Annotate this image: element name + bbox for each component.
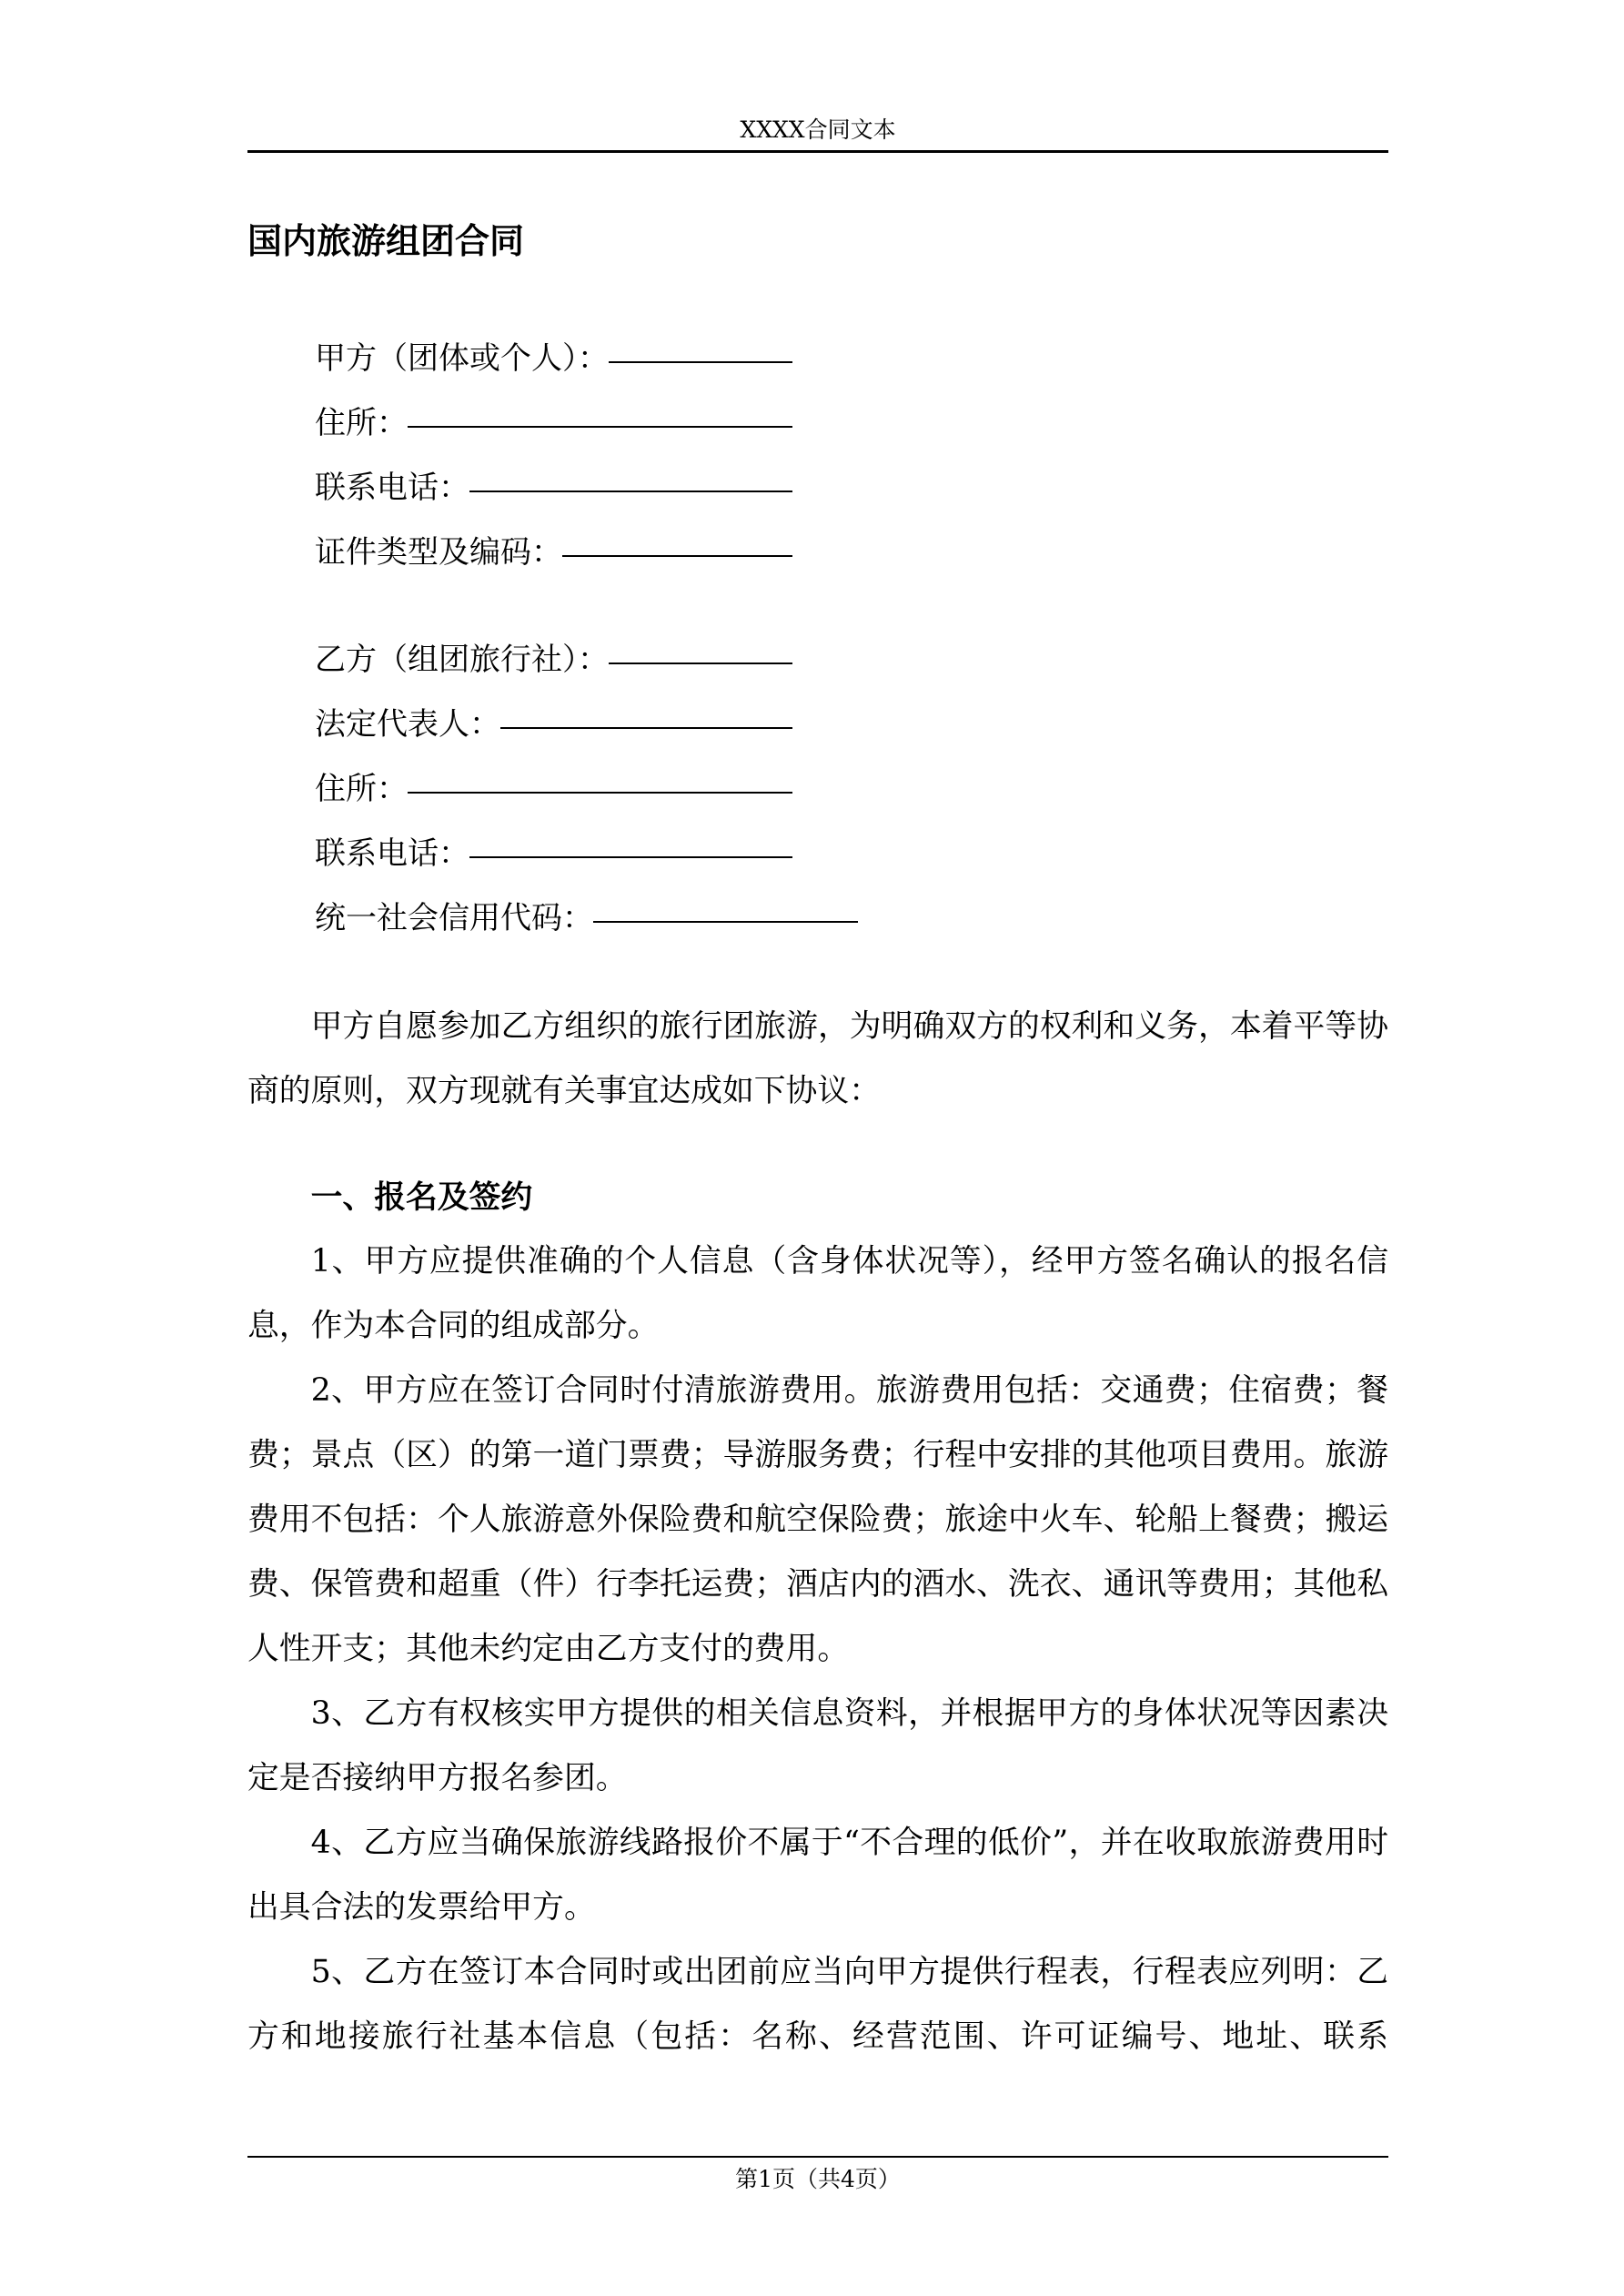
intro-paragraph xyxy=(247,995,1388,1124)
field-phone[interactable] xyxy=(315,822,792,886)
clause: 3、乙方有权核实甲方提供的相关信息资料，并根据甲方的身体状况等因素决定是否接纳甲方报名参团。 xyxy=(247,1695,1388,1796)
page-header: XXXX合同文本 xyxy=(740,116,896,143)
field-address[interactable] xyxy=(315,391,792,456)
field-id-type-number[interactable] xyxy=(315,521,792,585)
field-label: 证件类型及编码： xyxy=(315,534,562,571)
field-address[interactable] xyxy=(315,757,792,822)
party-a-fields xyxy=(315,327,792,585)
clause: 4、乙方应当确保旅游线路报价不属于“不合理的低价”，并在收取旅游费用时出具合法的发票给甲方。 xyxy=(247,1825,1388,1926)
field-label: 联系电话： xyxy=(315,470,469,506)
footer-divider xyxy=(247,2156,1388,2158)
section-1 xyxy=(247,1165,1388,2069)
blank-line[interactable] xyxy=(469,491,792,492)
blank-line[interactable] xyxy=(609,663,792,664)
field-party-b[interactable] xyxy=(315,628,792,693)
clause: 2、甲方应在签订合同时付清旅游费用。旅游费用包括：交通费；住宿费；餐费；景点（区）的第一道门票费；导游服务费；行程中安排的其他项目费用。旅游费用不包括：个人旅游意外保险费和航空保险费；旅途中火车、轮船上餐费；搬运费、保管费和超重（件）行李托运费；酒店内的酒水、洗衣、通讯等费用；其他私人性开支；其他未约定由乙方支付的费用。 xyxy=(247,1372,1388,1667)
field-label: 住所： xyxy=(315,771,408,807)
field-label: 住所： xyxy=(315,405,408,441)
field-label: 乙方（组团旅行社）： xyxy=(315,642,609,678)
header-divider xyxy=(247,150,1388,153)
field-label: 甲方（团体或个人）： xyxy=(315,340,609,377)
section-heading: 一、报名及签约 xyxy=(310,1178,533,1216)
field-label: 法定代表人： xyxy=(315,706,500,743)
field-credit-code[interactable] xyxy=(315,886,858,951)
blank-line[interactable] xyxy=(469,856,792,858)
blank-line[interactable] xyxy=(593,921,858,923)
clause: 1、甲方应提供准确的个人信息（含身体状况等），经甲方签名确认的报名信息，作为本合同的组成部分。 xyxy=(247,1243,1388,1344)
page-footer: 第1页（共4页） xyxy=(735,2166,901,2192)
clause: 5、乙方在签订本合同时或出团前应当向甲方提供行程表，行程表应列明：乙方和地接旅行社基本信息（包括：名称、经营范围、许可证编号、地址、联系 xyxy=(247,1954,1388,2055)
field-phone[interactable] xyxy=(315,456,792,521)
field-label: 统一社会信用代码： xyxy=(315,900,593,936)
blank-line[interactable] xyxy=(500,727,792,729)
field-legal-rep[interactable] xyxy=(315,693,792,757)
blank-line[interactable] xyxy=(609,361,792,363)
field-label: 联系电话： xyxy=(315,835,469,872)
field-party-a[interactable] xyxy=(315,327,792,391)
blank-line[interactable] xyxy=(408,426,792,428)
blank-line[interactable] xyxy=(408,792,792,794)
blank-line[interactable] xyxy=(562,555,792,557)
party-b-fields xyxy=(315,628,858,951)
intro-text: 甲方自愿参加乙方组织的旅行团旅游，为明确双方的权利和义务，本着平等协商的原则，双方现就有关事宜达成如下协议： xyxy=(247,1008,1388,1109)
document-title: 国内旅游组团合同 xyxy=(247,220,525,261)
